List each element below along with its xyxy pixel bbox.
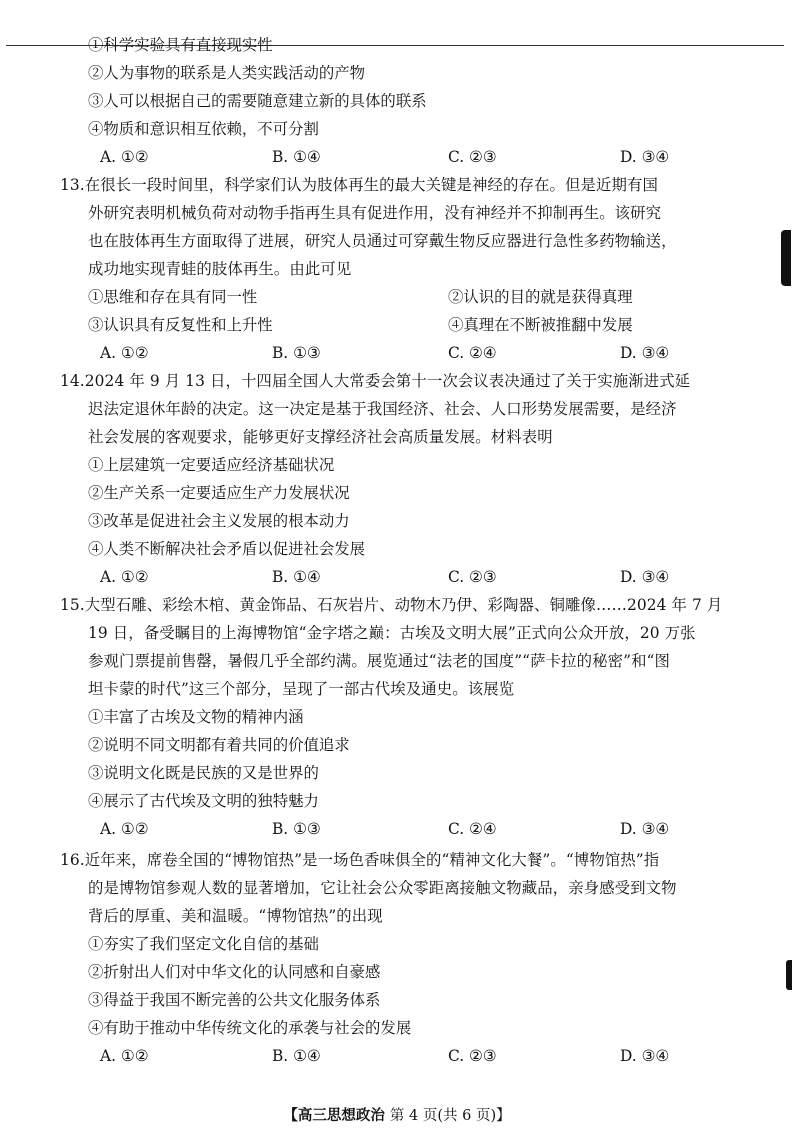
q14-option-3: ③改革是促进社会主义发展的根本动力 [88,512,350,530]
q16-choice-c: C. ②③ [448,1047,497,1065]
q13-stem-line-1: 13.在很长一段时间里，科学家们认为肢体再生的最大关键是神经的存在。但是近期有国 [60,176,658,194]
q13-option-1: ①思维和存在具有同一性 [88,288,258,306]
q16-option-1: ①夯实了我们坚定文化自信的基础 [88,935,319,953]
q15-stem-line-3: 参观门票提前售罄，暑假几乎全部约满。展览通过“法老的国度”“萨卡拉的秘密”和“图 [88,652,671,670]
footer-page-number: 第 4 页(共 6 页)】 [389,1108,511,1124]
q13-option-2: ②认识的目的就是获得真理 [448,288,633,306]
q13-choice-c: C. ②④ [448,344,497,362]
q13-choice-d: D. ③④ [620,344,670,362]
q16-option-2: ②折射出人们对中华文化的认同感和自豪感 [88,963,381,981]
scan-edge-mark [781,230,791,286]
q13-stem-line-4: 成功地实现青蛙的肢体再生。由此可见 [88,260,352,278]
q14-choice-b: B. ①④ [272,568,321,586]
page-footer [0,1104,794,1125]
q15-choice-b: B. ①③ [272,820,321,838]
q15-choice-c: C. ②④ [448,820,497,838]
q14-choice-d: D. ③④ [620,568,670,586]
q12-choice-c: C. ②③ [448,148,497,166]
q16-choice-b: B. ①④ [272,1047,321,1065]
q15-stem-line-4: 坦卡蒙的时代”这三个部分，呈现了一部古代埃及通史。该展览 [88,680,515,698]
q16-option-3: ③得益于我国不断完善的公共文化服务体系 [88,991,381,1009]
q15-stem-line-2: 19 日，备受瞩目的上海博物馆“金字塔之巅：古埃及文明大展”正式向公众开放，20 万张 [88,624,696,642]
q14-option-2: ②生产关系一定要适应生产力发展状况 [88,484,350,502]
q13-option-4: ④真理在不断被推翻中发展 [448,316,633,334]
q15-stem-line-1: 15.大型石雕、彩绘木棺、黄金饰品、石灰岩片、动物木乃伊、彩陶器、铜雕像……2024 年 7 月 [60,596,723,614]
q12-option-2: ②人为事物的联系是人类实践活动的产物 [88,64,366,82]
q15-option-1: ①丰富了古埃及文物的精神内涵 [88,708,304,726]
q12-choice-a: A. ①② [100,148,149,166]
scan-edge-mark [786,960,792,990]
q15-option-2: ②说明不同文明都有着共同的价值追求 [88,736,350,754]
q14-stem-line-1: 14.2024 年 9 月 13 日，十四届全国人大常委会第十一次会议表决通过了关于实施渐进式延 [60,372,691,390]
q16-stem-line-2: 的是博物馆参观人数的显著增加，它让社会公众零距离接触文物藏品，亲身感受到文物 [88,879,677,897]
q13-stem-line-2: 外研究表明机械负荷对动物手指再生具有促进作用，没有神经并不抑制再生。该研究 [88,204,662,222]
q16-stem-line-3: 背后的厚重、美和温暖。“博物馆热”的出现 [88,907,383,925]
q13-stem-line-3: 也在肢体再生方面取得了进展，研究人员通过可穿戴生物反应器进行急性多药物输送， [88,232,677,250]
q14-option-4: ④人类不断解决社会矛盾以促进社会发展 [88,540,366,558]
q14-option-1: ①上层建筑一定要适应经济基础状况 [88,456,335,474]
q13-choice-a: A. ①② [100,344,149,362]
q12-option-1: ①科学实验具有直接现实性 [88,36,273,54]
q12-option-4: ④物质和意识相互依赖，不可分割 [88,120,319,138]
q15-option-4: ④展示了古代埃及文明的独特魅力 [88,792,319,810]
q16-stem-line-1: 16.近年来，席卷全国的“博物馆热”是一场色香味俱全的“精神文化大餐”。“博物馆热”指 [60,851,660,869]
q15-option-3: ③说明文化既是民族的又是世界的 [88,764,319,782]
q15-choice-a: A. ①② [100,820,149,838]
q14-choice-a: A. ①② [100,568,149,586]
q13-option-3: ③认识具有反复性和上升性 [88,316,273,334]
q16-choice-d: D. ③④ [620,1047,670,1065]
q14-stem-line-2: 迟法定退休年龄的决定。这一决定是基于我国经济、社会、人口形势发展需要，是经济 [88,400,677,418]
q12-choice-d: D. ③④ [620,148,670,166]
q15-choice-d: D. ③④ [620,820,670,838]
q16-option-4: ④有助于推动中华传统文化的承袭与社会的发展 [88,1019,412,1037]
q16-choice-a: A. ①② [100,1047,149,1065]
q14-choice-c: C. ②③ [448,568,497,586]
q14-stem-line-3: 社会发展的客观要求，能够更好支撑经济社会高质量发展。材料表明 [88,428,553,446]
footer-subject: 【高三思想政治 [283,1108,385,1124]
q12-choice-b: B. ①④ [272,148,321,166]
q12-option-3: ③人可以根据自己的需要随意建立新的具体的联系 [88,92,427,110]
q13-choice-b: B. ①③ [272,344,321,362]
